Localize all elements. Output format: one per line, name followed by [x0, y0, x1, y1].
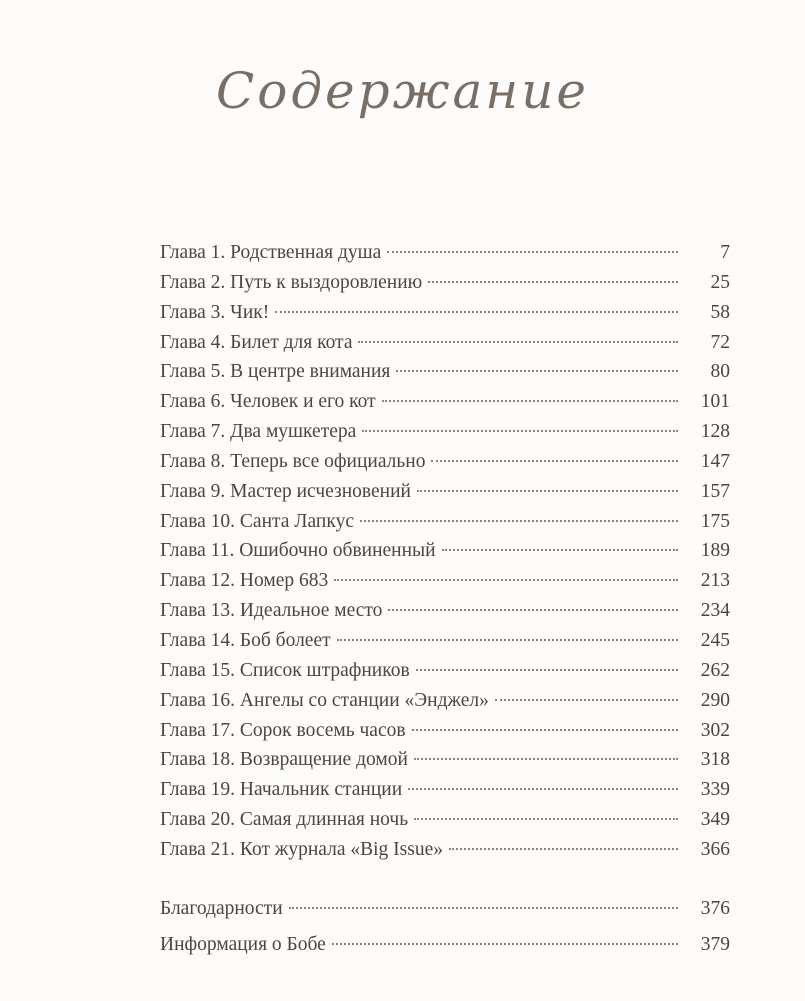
- toc-extra-about-bob: [160, 929, 730, 961]
- dot-leader: [334, 579, 678, 581]
- toc-entry-title: Глава 4. Билет для кота: [160, 331, 353, 353]
- toc-entry-title: Глава 14. Боб болеет: [160, 629, 331, 651]
- toc-entry-title: Глава 7. Два мушкетера: [160, 421, 357, 443]
- toc-entry: [160, 656, 730, 686]
- toc-entry: [160, 357, 730, 387]
- toc-entry-page: 7: [720, 242, 730, 263]
- toc-entry: [160, 686, 730, 716]
- toc-entry-page: 339: [700, 779, 730, 801]
- toc-entry-title: Глава 11. Ошибочно обвиненный: [160, 540, 436, 562]
- dot-leader: [289, 907, 678, 909]
- dot-leader: [414, 818, 678, 820]
- toc-entry-page: 234: [700, 600, 730, 622]
- toc-entry-title: Глава 12. Номер 683: [160, 570, 329, 592]
- toc-entry-page: 366: [700, 838, 730, 860]
- toc-entry: [160, 596, 730, 626]
- table-of-contents: [160, 238, 730, 865]
- toc-entry-page: 147: [700, 450, 730, 472]
- dot-leader: [449, 848, 678, 850]
- toc-entry: [160, 626, 730, 656]
- toc-entry-page: 58: [710, 301, 730, 323]
- dot-leader: [442, 549, 678, 551]
- toc-entry: [160, 566, 730, 596]
- toc-entry: [160, 775, 730, 805]
- toc-entry-page: 349: [700, 809, 730, 831]
- dot-leader: [358, 341, 678, 343]
- dot-leader: [382, 400, 678, 402]
- toc-entry: [160, 745, 730, 775]
- toc-entry-page: 25: [710, 271, 730, 293]
- toc-entry: [160, 805, 730, 835]
- toc-entry-title: Глава 2. Путь к выздоровлению: [160, 271, 423, 293]
- dot-leader: [416, 669, 678, 671]
- toc-entry-page: 157: [700, 480, 730, 502]
- toc-entry-page: 376: [700, 898, 730, 919]
- toc-entry: [160, 835, 730, 865]
- dot-leader: [412, 729, 678, 731]
- dot-leader: [387, 251, 678, 253]
- toc-entry-page: 189: [700, 540, 730, 562]
- toc-entry: [160, 387, 730, 417]
- toc-entry: [160, 716, 730, 746]
- toc-entry-title: Глава 1. Родственная душа: [160, 242, 382, 263]
- toc-entry: [160, 238, 730, 268]
- toc-entry: [160, 893, 730, 925]
- toc-entry-title: Глава 10. Санта Лапкус: [160, 510, 354, 532]
- toc-entry-title: Благодарности: [160, 898, 283, 919]
- toc-entry: [160, 929, 730, 961]
- toc-entry-page: 101: [700, 391, 730, 413]
- toc-entry-title: Глава 20. Самая длинная ночь: [160, 809, 409, 831]
- toc-entry-title: Глава 17. Сорок восемь часов: [160, 719, 406, 741]
- toc-entry-title: Глава 9. Мастер исчезновений: [160, 480, 411, 502]
- toc-entry-title: Глава 19. Начальник станции: [160, 779, 403, 801]
- toc-extra-acknowledgements: [160, 893, 730, 925]
- toc-entry-title: Глава 8. Теперь все официально: [160, 450, 426, 472]
- dot-leader: [428, 281, 678, 283]
- toc-entry-page: 80: [710, 361, 730, 383]
- toc-entry-page: 302: [700, 719, 730, 741]
- dot-leader: [431, 460, 678, 462]
- toc-entry: [160, 298, 730, 328]
- page-title: Содержание: [215, 62, 590, 120]
- toc-entry-page: 213: [700, 570, 730, 592]
- toc-entry-page: 245: [700, 629, 730, 651]
- toc-entry-title: Глава 16. Ангелы со станции «Энджел»: [160, 689, 489, 711]
- toc-entry-page: 128: [700, 421, 730, 443]
- toc-entry-title: Информация о Бобе: [160, 934, 326, 955]
- toc-entry: [160, 417, 730, 447]
- toc-entry-title: Глава 13. Идеальное место: [160, 600, 383, 622]
- toc-entry: [160, 536, 730, 566]
- dot-leader: [337, 639, 678, 641]
- toc-entry-page: 262: [700, 659, 730, 681]
- dot-leader: [414, 758, 678, 760]
- toc-entry-title: Глава 15. Список штрафников: [160, 659, 410, 681]
- toc-entry: [160, 328, 730, 358]
- toc-entry-title: Глава 21. Кот журнала «Big Issue»: [160, 838, 443, 860]
- toc-entry-title: Глава 6. Человек и его кот: [160, 391, 376, 413]
- dot-leader: [388, 609, 678, 611]
- dot-leader: [362, 430, 678, 432]
- dot-leader: [332, 943, 678, 945]
- dot-leader: [408, 788, 678, 790]
- toc-entry-page: 318: [700, 749, 730, 771]
- toc-entry-title: Глава 3. Чик!: [160, 301, 270, 323]
- toc-entry: [160, 268, 730, 298]
- toc-entry-page: 72: [710, 331, 730, 353]
- toc-entry: [160, 447, 730, 477]
- toc-entry-page: 379: [700, 934, 730, 955]
- toc-entry-title: Глава 18. Возвращение домой: [160, 749, 408, 771]
- dot-leader: [360, 520, 678, 522]
- toc-entry-title: Глава 5. В центре внимания: [160, 361, 391, 383]
- dot-leader: [275, 311, 678, 313]
- toc-entry: [160, 477, 730, 507]
- toc-entry-page: 290: [700, 689, 730, 711]
- dot-leader: [417, 490, 678, 492]
- toc-entry: [160, 507, 730, 537]
- dot-leader: [396, 370, 678, 372]
- toc-entry-page: 175: [700, 510, 730, 532]
- dot-leader: [495, 699, 678, 701]
